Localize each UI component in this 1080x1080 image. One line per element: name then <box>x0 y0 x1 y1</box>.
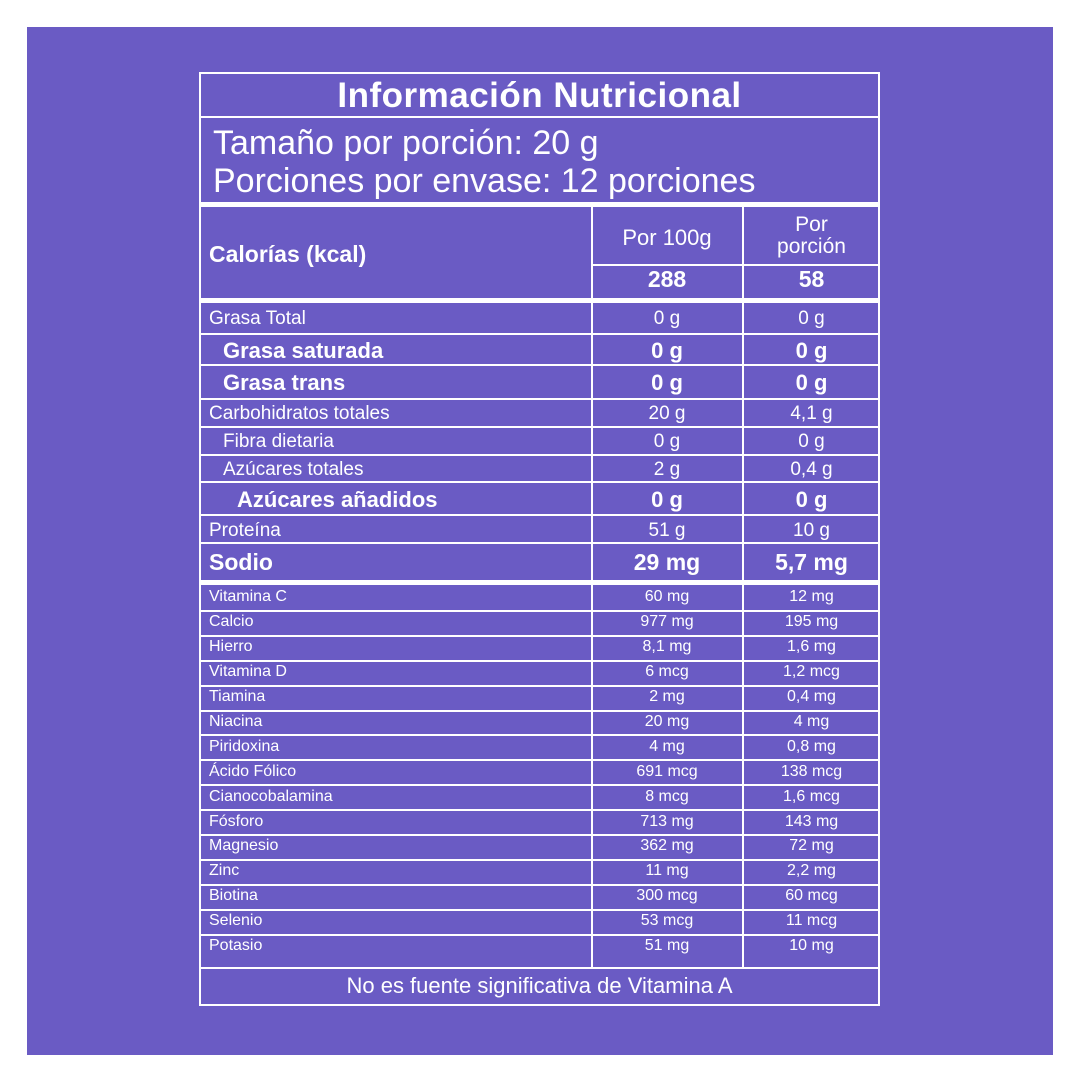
row-divider <box>199 426 880 428</box>
nutrient-label: Azúcares añadidos <box>237 486 438 512</box>
micronutrient-label: Magnesio <box>209 837 279 855</box>
micronutrient-value-100g: 6 mcg <box>645 663 689 681</box>
micronutrient-label: Hierro <box>209 638 253 656</box>
nutrient-label: Carbohidratos totales <box>209 402 390 424</box>
row-divider <box>199 884 880 886</box>
row-divider <box>199 364 880 366</box>
nutrient-value-100g: 0 g <box>651 337 683 363</box>
micronutrient-value-100g: 300 mcg <box>636 887 698 905</box>
nutrient-value-100g: 0 g <box>651 370 683 395</box>
row-divider <box>199 784 880 786</box>
nutrient-value-100g: 29 mg <box>633 548 701 575</box>
row-divider <box>199 635 880 637</box>
micronutrient-value-100g: 362 mg <box>640 837 694 855</box>
row-divider <box>199 934 880 936</box>
micronutrient-label: Vitamina D <box>209 663 287 681</box>
nutrient-value-100g: 51 g <box>648 519 686 541</box>
micronutrient-label: Potasio <box>209 937 263 955</box>
micronutrient-label: Selenio <box>209 912 263 930</box>
row-divider <box>199 834 880 836</box>
calories-per-portion: 58 <box>798 266 825 292</box>
micronutrient-value-100g: 2 mg <box>649 688 685 706</box>
nutrient-value-portion: 0 g <box>795 370 828 395</box>
nutrient-label: Azúcares totales <box>223 459 364 480</box>
nutrient-value-portion: 4,1 g <box>790 402 833 424</box>
micros-divider <box>199 580 880 585</box>
micronutrient-value-portion: 195 mg <box>784 613 839 631</box>
micronutrient-label: Niacina <box>209 712 263 730</box>
nutrient-value-100g: 20 g <box>648 402 686 424</box>
micronutrient-value-100g: 977 mg <box>640 613 694 631</box>
footer-divider <box>199 967 880 969</box>
servings-per-container: Porciones por envase: 12 porciones <box>213 162 756 200</box>
micronutrient-value-100g: 8,1 mg <box>642 638 692 656</box>
micronutrient-value-portion: 4 mg <box>793 712 830 730</box>
micronutrient-value-portion: 60 mcg <box>785 887 838 905</box>
row-divider <box>199 734 880 736</box>
nutrient-label: Fibra dietaria <box>223 430 334 452</box>
micronutrient-value-portion: 1,2 mcg <box>783 663 840 681</box>
nutrient-value-portion: 0 g <box>795 486 828 512</box>
border-top <box>199 72 880 74</box>
micronutrient-value-100g: 691 mcg <box>636 762 698 780</box>
row-divider <box>199 759 880 761</box>
serving-size: Tamaño por porción: 20 g <box>213 124 599 162</box>
micronutrient-value-100g: 713 mg <box>640 812 694 830</box>
micronutrient-label: Zinc <box>209 862 240 880</box>
nutrient-value-portion: 10 g <box>793 519 830 541</box>
footer-note: No es fuente significativa de Vitamina A <box>346 973 733 998</box>
micronutrient-label: Ácido Fólico <box>209 762 297 780</box>
nutrient-label: Grasa trans <box>223 370 346 395</box>
calories-header-divider <box>591 264 880 266</box>
micronutrient-value-portion: 1,6 mg <box>787 638 836 656</box>
nutrient-value-100g: 0 g <box>653 430 681 452</box>
row-divider <box>199 710 880 712</box>
nutrient-label: Grasa Total <box>209 307 306 329</box>
row-divider <box>199 909 880 911</box>
nutrient-value-100g: 0 g <box>653 307 681 329</box>
col-header-per-portion-line2: porción <box>777 235 846 258</box>
micronutrient-value-100g: 51 mg <box>644 937 690 955</box>
micronutrient-value-100g: 60 mg <box>644 588 690 606</box>
serving-divider <box>199 202 880 207</box>
nutrient-value-portion: 0 g <box>795 337 828 363</box>
micronutrient-value-portion: 2,2 mg <box>787 862 836 880</box>
row-divider <box>199 685 880 687</box>
micronutrient-value-100g: 20 mg <box>644 712 690 730</box>
nutrient-label: Grasa saturada <box>223 337 384 363</box>
border-bottom <box>199 1004 880 1006</box>
title-divider <box>199 116 880 118</box>
row-divider <box>199 514 880 516</box>
nutrient-value-portion: 5,7 mg <box>775 548 848 575</box>
calories-divider <box>199 298 880 303</box>
micronutrient-value-portion: 11 mcg <box>785 912 838 930</box>
micronutrient-value-portion: 72 mg <box>789 837 834 855</box>
nutrient-label: Sodio <box>209 548 273 575</box>
col-header-per-portion-line1: Por <box>795 213 828 236</box>
nutrition-facts-panel <box>199 72 880 1006</box>
nutrient-value-100g: 0 g <box>651 486 683 512</box>
micronutrient-value-portion: 1,6 mcg <box>783 787 840 805</box>
micronutrient-label: Piridoxina <box>209 737 280 755</box>
nutrient-label: Proteína <box>209 519 281 541</box>
row-divider <box>199 454 880 456</box>
row-divider <box>199 542 880 544</box>
micronutrient-value-100g: 8 mcg <box>645 787 689 805</box>
nutrient-value-portion: 0,4 g <box>790 459 833 480</box>
calories-label: Calorías (kcal) <box>209 241 367 267</box>
micronutrient-value-portion: 0,4 mg <box>787 688 836 706</box>
nutrient-value-portion: 0 g <box>798 307 825 329</box>
micronutrient-value-portion: 138 mcg <box>780 762 843 780</box>
row-divider <box>199 481 880 483</box>
row-divider <box>199 610 880 612</box>
calories-per-100g: 288 <box>647 266 687 292</box>
micronutrient-value-100g: 11 mg <box>645 862 689 880</box>
nutrient-value-100g: 2 g <box>653 459 681 480</box>
col-header-per-100g: Por 100g <box>622 225 712 250</box>
micronutrient-label: Calcio <box>209 613 254 631</box>
micronutrient-label: Fósforo <box>209 812 264 830</box>
nutrient-value-portion: 0 g <box>798 430 825 452</box>
row-divider <box>199 859 880 861</box>
micronutrient-value-portion: 10 mg <box>789 937 834 955</box>
micronutrient-label: Tiamina <box>209 688 266 706</box>
micronutrient-value-portion: 0,8 mg <box>787 737 836 755</box>
border-left <box>199 72 201 1006</box>
row-divider <box>199 809 880 811</box>
row-divider <box>199 660 880 662</box>
micronutrient-label: Biotina <box>209 887 258 905</box>
panel-title: Información Nutricional <box>337 76 742 115</box>
micronutrient-value-portion: 12 mg <box>789 588 834 606</box>
micronutrient-label: Vitamina C <box>209 588 287 606</box>
row-divider <box>199 398 880 400</box>
row-divider <box>199 333 880 335</box>
micronutrient-value-portion: 143 mg <box>784 812 839 830</box>
micronutrient-value-100g: 4 mg <box>649 737 685 755</box>
micronutrient-value-100g: 53 mcg <box>640 912 694 930</box>
micronutrient-label: Cianocobalamina <box>209 787 333 805</box>
